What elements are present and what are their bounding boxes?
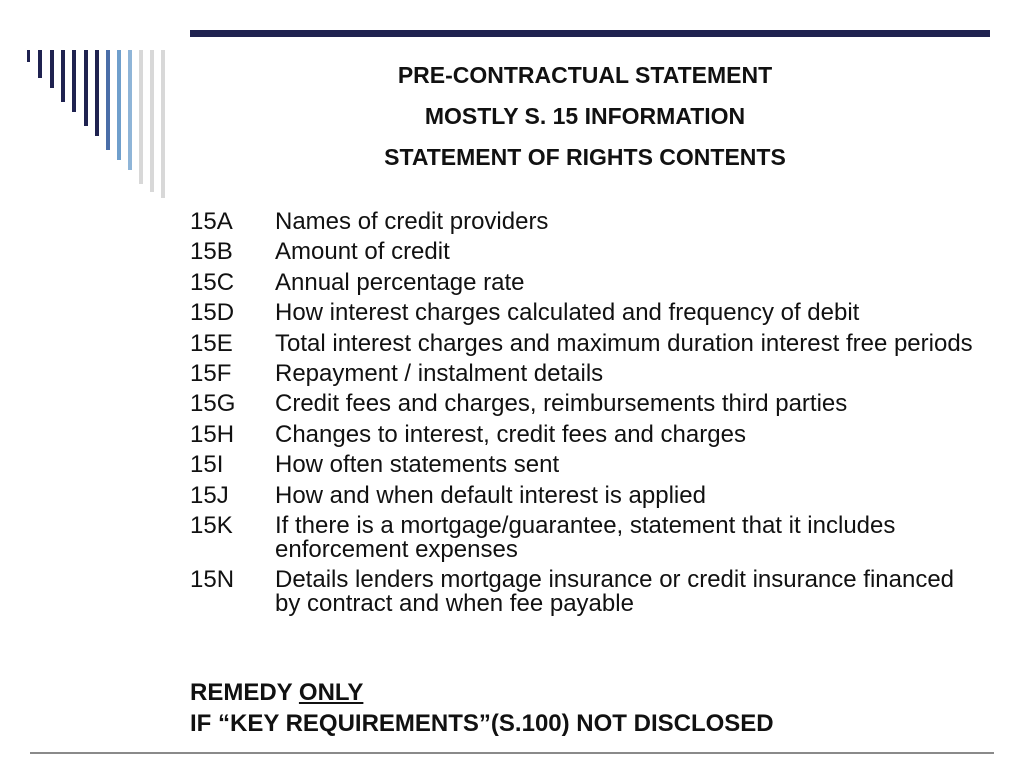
decorative-stripes: [0, 0, 180, 200]
list-item: [190, 511, 980, 565]
title-line: STATEMENT OF RIGHTS CONTENTS: [384, 144, 786, 170]
remedy-note: [190, 677, 990, 739]
list-item: [190, 268, 980, 298]
section-code: 15H: [190, 420, 235, 448]
list-item: [190, 298, 980, 328]
list-item: [190, 420, 980, 450]
remedy-line-1: [190, 677, 990, 708]
section-code: 15J: [190, 481, 229, 509]
remedy-prefix: REMEDY: [190, 679, 299, 706]
section-list: [190, 207, 980, 620]
section-code: 15I: [190, 451, 224, 479]
list-item: [190, 481, 980, 511]
list-item: [190, 389, 980, 419]
bottom-rule: [30, 752, 994, 754]
section-description: How often statements sent: [275, 451, 560, 479]
section-code: 15A: [190, 208, 233, 235]
section-description: Changes to interest, credit fees and charges: [275, 420, 746, 448]
section-description: Annual percentage rate: [275, 268, 525, 296]
section-code: 15E: [190, 329, 233, 357]
section-code: 15N: [190, 566, 235, 594]
stripe: [84, 50, 88, 126]
section-code: 15D: [190, 299, 235, 327]
remedy-line-2: IF “KEY REQUIREMENTS”(S.100) NOT DISCLOSED: [190, 710, 774, 737]
section-description: Credit fees and charges, reimbursements third parties: [275, 390, 848, 418]
section-code: 15C: [190, 268, 235, 296]
list-item: [190, 237, 980, 267]
stripe: [128, 50, 132, 170]
title-line: MOSTLY S. 15 INFORMATION: [424, 103, 746, 129]
section-description: If there is a mortgage/guarantee, statement that it includes enforcement expenses: [275, 511, 896, 563]
stripe: [139, 50, 143, 184]
list-item: [190, 450, 980, 480]
section-description: Repayment / instalment details: [275, 359, 604, 387]
stripe: [95, 50, 99, 136]
top-rule: [190, 30, 990, 37]
stripe: [38, 50, 42, 78]
section-description: How interest charges calculated and frequency of debit: [275, 299, 860, 327]
list-item: [190, 329, 980, 359]
section-code: 15F: [190, 359, 232, 387]
section-code: 15B: [190, 238, 233, 266]
section-code: 15G: [190, 390, 236, 418]
remedy-emphasis: ONLY: [298, 679, 364, 706]
list-item: [190, 565, 980, 619]
slide-title-block: [190, 55, 980, 178]
section-description: How and when default interest is applied: [275, 481, 706, 509]
section-description: Names of credit providers: [275, 208, 549, 235]
section-description: Total interest charges and maximum duration interest free periods: [275, 329, 973, 357]
list-item: [190, 207, 980, 237]
stripe: [27, 50, 30, 62]
section-description: Amount of credit: [275, 238, 450, 266]
stripe: [117, 50, 121, 160]
stripe: [50, 50, 54, 88]
stripe: [150, 50, 154, 192]
title-line: PRE-CONTRACTUAL STATEMENT: [397, 62, 773, 88]
stripe: [61, 50, 65, 102]
section-description: Details lenders mortgage insurance or credit insurance financed by contract and when fee payable: [275, 566, 955, 618]
list-item: [190, 359, 980, 389]
stripe: [72, 50, 76, 112]
stripe: [106, 50, 110, 150]
section-code: 15K: [190, 511, 233, 539]
stripe: [161, 50, 165, 198]
